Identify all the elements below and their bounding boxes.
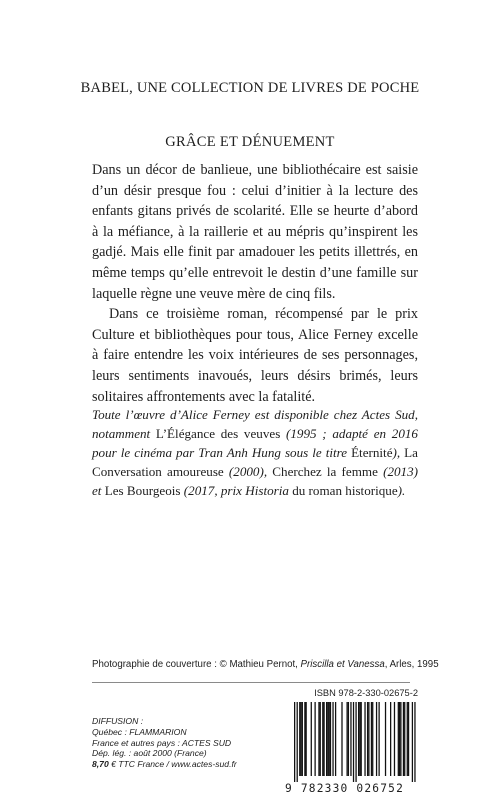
barcode-guard-bar — [412, 702, 413, 782]
blurb-paragraph-1: Dans un décor de banlieue, une bibliothécaire est saisie d’un désir presque fou : celui d’initier à la lecture des enfants gitans privés de scolarité. Elle se heurte d’abord à la méfiance, à la raillerie et au mépris qu’inspirent les gadjé. Mais elle finit par amadouer les petits illettrés, en même temps qu’elle entrevoit le destin d’une famille sur laquelle règne une veuve mère de cinq fils. — [92, 162, 418, 302]
barcode-bar — [311, 702, 312, 776]
barcode-bar — [327, 702, 328, 776]
barcode-bar — [350, 702, 351, 776]
barcode-bar — [346, 702, 347, 776]
barcode-bar — [323, 702, 324, 776]
barcode-bar — [318, 702, 319, 776]
barcode — [292, 702, 422, 794]
book-title-conversation: La Conversation amoureuse — [92, 445, 418, 479]
barcode-bar — [400, 702, 401, 776]
barcode-bar — [341, 702, 342, 776]
barcode-guard-bar — [297, 702, 298, 782]
barcode-bar — [398, 702, 399, 776]
distribution-info — [92, 716, 292, 770]
barcode-bar — [390, 702, 391, 776]
barcode-bar — [359, 702, 360, 776]
barcode-bar — [314, 702, 315, 776]
other-works-paragraph — [92, 405, 418, 500]
other-works-text: ). — [397, 483, 406, 498]
other-works-note — [92, 405, 418, 500]
book-title-bourgeois: Les Bourgeois — [104, 483, 181, 498]
barcode-guard-bar — [414, 702, 415, 782]
photo-credit-suffix: , Arles, 1995 — [384, 659, 439, 670]
barcode-bar — [408, 702, 409, 776]
barcode-guard-bar — [355, 702, 356, 782]
barcode-bar — [404, 702, 405, 776]
barcode-bar — [320, 702, 321, 776]
barcode-bar — [332, 702, 333, 776]
photo-credit — [92, 659, 439, 670]
barcode-bar — [394, 702, 395, 776]
barcode-bar — [376, 702, 377, 776]
blurb — [92, 160, 418, 407]
book-title-elegance: L’Élégance des veuves — [155, 426, 281, 441]
barcode-bar — [326, 702, 327, 776]
barcode-bar — [403, 702, 404, 776]
other-works-text: Toute l’œuvre d’Alice Ferney est disponible chez Actes Sud, notamment — [92, 407, 418, 441]
other-works-text: (2017, prix Historia — [180, 483, 293, 498]
distribution-quebec: Québec : FLAMMARION — [92, 726, 187, 737]
barcode-bar — [330, 702, 331, 776]
divider — [92, 682, 410, 683]
blurb-paragraph-2: Dans ce troisième roman, récompensé par le prix Culture et bibliothèques pour tous, Alice Ferney excelle à faire entendre les voix intérieures de ses personnages, leurs sentiments inavoués, leurs désirs brimés, leurs solitaires affrontements avec la fatalité. — [92, 306, 418, 405]
legal-deposit: Dép. lég. : août 2000 (France) — [92, 748, 207, 759]
barcode-bar — [361, 702, 362, 776]
barcode-bar — [348, 702, 349, 776]
other-works-text: (2013) et — [92, 464, 418, 498]
photo-work-title: Priscilla et Vanessa — [300, 659, 385, 670]
collection-line: BABEL, UNE COLLECTION DE LIVRES DE POCHE — [80, 80, 420, 96]
film-title: Éternité — [351, 445, 393, 460]
barcode-bar — [302, 702, 303, 776]
barcode-bar — [385, 702, 386, 776]
barcode-bar — [364, 702, 365, 776]
barcode-bar — [371, 702, 372, 776]
price: 8,70 — [92, 759, 109, 770]
distribution-france: France et autres pays : ACTES SUD — [92, 737, 232, 748]
other-works-text: (2000), — [223, 464, 273, 479]
barcode-bar — [306, 702, 307, 776]
barcode-bar — [368, 702, 369, 776]
book-title-cherchez: Cherchez la femme — [272, 464, 378, 479]
barcode-bar — [335, 702, 336, 776]
barcode-bar — [300, 702, 301, 776]
barcode-bar — [322, 702, 323, 776]
barcode-bar — [372, 702, 373, 776]
other-works-text: (1995 ; adapté en 2016 pour le cinéma par Tran Anh Hung sous le titre — [92, 426, 418, 460]
barcode-bar — [378, 702, 379, 776]
barcode-guard-bar — [294, 702, 295, 782]
barcode-digits: 9 782330 026752 — [285, 782, 405, 795]
price-line — [92, 759, 292, 770]
barcode-bar — [367, 702, 368, 776]
isbn: ISBN 978-2-330-02675-2 — [314, 688, 418, 698]
barcode-bar — [329, 702, 330, 776]
prize-name: du roman historique — [292, 483, 398, 498]
barcode-bar — [299, 702, 300, 776]
barcode-bar — [399, 702, 400, 776]
barcode-bar — [358, 702, 359, 776]
other-works-text: ), — [392, 445, 405, 460]
price-suffix: € TTC France / www.actes-sud.fr — [108, 759, 237, 770]
distribution-heading: DIFFUSION : — [92, 716, 144, 726]
barcode-graphic — [292, 702, 422, 782]
barcode-bar — [304, 702, 305, 776]
book-title: GRÂCE ET DÉNUEMENT — [165, 134, 335, 150]
barcode-guard-bar — [353, 702, 354, 782]
barcode-bar — [407, 702, 408, 776]
photo-credit-prefix: Photographie de couverture : © Mathieu Pernot, — [92, 659, 301, 670]
